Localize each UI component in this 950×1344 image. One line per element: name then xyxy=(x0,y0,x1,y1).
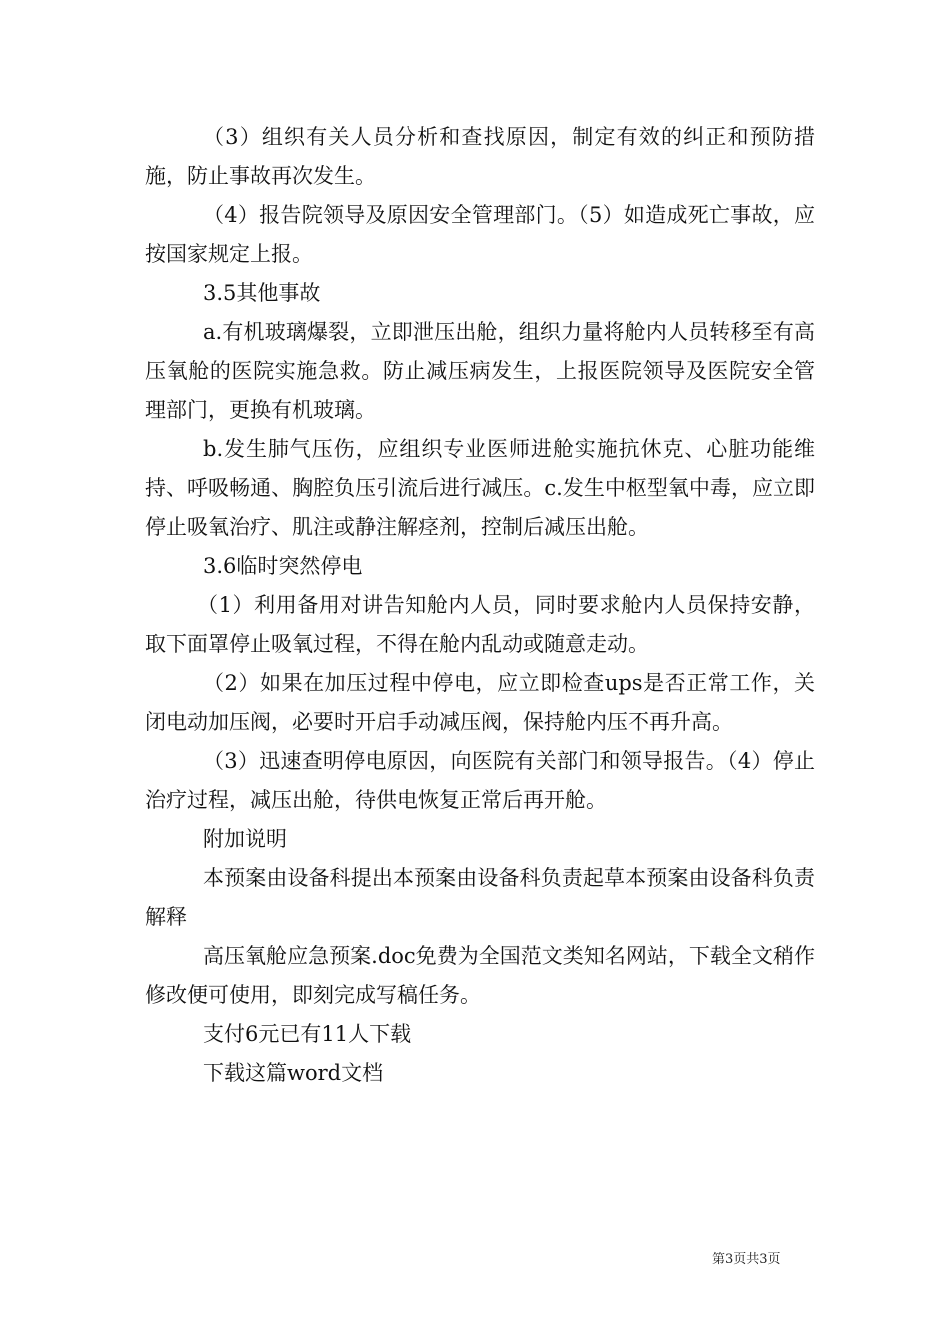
paragraph-3-5-a: a.有机玻璃爆裂，立即泄压出舱，组织力量将舱内人员转移至有高压氧舱的医院实施急救。防止减压病发生，上报医院领导及医院安全管理部门，更换有机玻璃。 xyxy=(145,320,815,422)
download-link[interactable]: 下载这篇word文档 xyxy=(203,1061,384,1085)
section-heading-3-5: 3.5其他事故 xyxy=(203,281,321,305)
download-promo-text: 高压氧舱应急预案.doc免费为全国范文类知名网站，下载全文稍作修改便可使用，即刻完成写稿任务。 xyxy=(145,944,815,1007)
paragraph-3-6-3-4: （3）迅速查明停电原因，向医院有关部门和领导报告。（4）停止治疗过程，减压出舱，待供电恢复正常后再开舱。 xyxy=(145,749,815,812)
page-number: 第3页共3页 xyxy=(712,1252,781,1267)
paragraph-3-3: （3）组织有关人员分析和查找原因，制定有效的纠正和预防措施，防止事故再次发生。 xyxy=(145,125,815,188)
payment-info: 支付6元已有11人下载 xyxy=(203,1022,412,1046)
section-heading-3-6: 3.6临时突然停电 xyxy=(203,554,363,578)
paragraph-3-4-5: （4）报告院领导及原因安全管理部门。（5）如造成死亡事故，应按国家规定上报。 xyxy=(145,203,815,266)
appendix-heading: 附加说明 xyxy=(203,827,287,851)
paragraph-3-5-b-c: b.发生肺气压伤，应组织专业医师进舱实施抗休克、心脏功能维持、呼吸畅通、胸腔负压引流后进行减压。c.发生中枢型氧中毒，应立即停止吸氧治疗、肌注或静注解痉剂，控制后减压出舱。 xyxy=(145,437,815,539)
appendix-note: 本预案由设备科提出本预案由设备科负责起草本预案由设备科负责解释 xyxy=(145,866,815,929)
paragraph-3-6-1: （1）利用备用对讲告知舱内人员，同时要求舱内人员保持安静，取下面罩停止吸氧过程，不得在舱内乱动或随意走动。 xyxy=(145,593,815,656)
paragraph-3-6-2: （2）如果在加压过程中停电，应立即检查ups是否正常工作，关闭电动加压阀，必要时开启手动减压阀，保持舱内压不再升高。 xyxy=(145,671,815,734)
document-body xyxy=(145,118,815,1093)
